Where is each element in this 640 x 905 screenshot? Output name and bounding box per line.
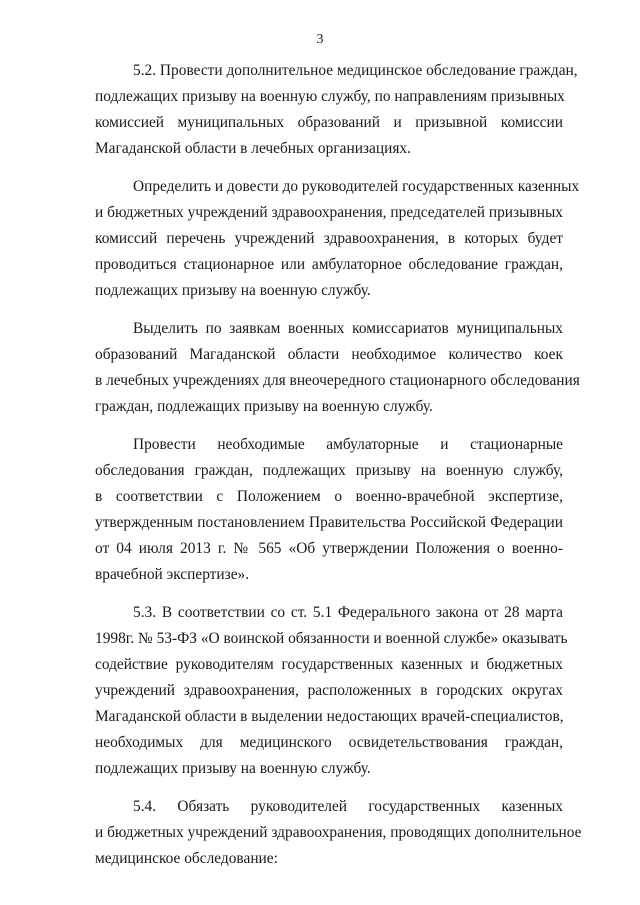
page-number: 3 — [316, 32, 324, 47]
text-line: содействие руководителям государственных казенных и бюджетных — [95, 656, 563, 673]
text-line: подлежащих призыву на военную службу, по направлениям призывных — [95, 88, 565, 105]
text-line: образований Магаданской области необходимое количество коек — [95, 346, 563, 363]
text-line: в лечебных учреждениях для внеочередного стационарного обследования — [95, 372, 580, 389]
text-line: граждан, подлежащих призыву на военную службу. — [95, 398, 433, 415]
text-line: 5.4. Обязать руководителей государственных казенных — [133, 798, 563, 815]
text-line: Провести необходимые амбулаторные и стационарные — [133, 436, 563, 453]
text-line: проводиться стационарное или амбулаторное обследование граждан, — [95, 256, 563, 273]
text-line: подлежащих призыву на военную службу. — [95, 282, 371, 299]
text-line: обследования граждан, подлежащих призыву на военную службу, — [95, 462, 563, 479]
paragraph-5-4 — [95, 794, 582, 872]
text-line: комиссий перечень учреждений здравоохранения, в которых будет — [95, 230, 563, 247]
text-line: от 04 июля 2013 г. № 565 «Об утверждении Положения о военно- — [95, 540, 563, 557]
text-line: 1998г. № 53-ФЗ «О воинской обязанности и военной службе» оказывать — [95, 630, 568, 647]
text-line: необходимых для медицинского освидетельствования граждан, — [95, 734, 563, 751]
text-line: учреждений здравоохранения, расположенных в городских округах — [95, 682, 563, 699]
text-line: медицинское обследование: — [95, 850, 278, 867]
text-line: утвержденным постановлением Правительства Российской Федерации — [95, 514, 563, 531]
text-line: Определить и довести до руководителей государственных казенных — [133, 178, 580, 195]
paragraph-allocate-beds — [95, 316, 580, 420]
text-line: Магаданской области в выделении недостающих врачей-специалистов, — [95, 708, 564, 725]
text-line: комиссией муниципальных образований и призывной комиссии — [95, 114, 563, 131]
text-line: 5.2. Провести дополнительное медицинское обследование граждан, — [133, 62, 578, 79]
text-line: Магаданской области в лечебных организациях. — [95, 140, 411, 157]
paragraph-5-2 — [95, 58, 578, 162]
text-line: подлежащих призыву на военную службу. — [95, 760, 371, 777]
text-line: и бюджетных учреждений здравоохранения, проводящих дополнительное — [95, 824, 582, 841]
paragraph-conduct-examinations — [95, 432, 563, 588]
paragraph-define-institutions — [95, 174, 580, 304]
paragraph-5-3 — [95, 600, 568, 782]
text-line: и бюджетных учреждений здравоохранения, председателей призывных — [95, 204, 563, 221]
text-line: 5.3. В соответствии со ст. 5.1 Федерального закона от 28 марта — [133, 604, 563, 621]
text-line: врачебной экспертизе». — [95, 566, 250, 583]
document-body — [95, 58, 582, 884]
text-line: Выделить по заявкам военных комиссариатов муниципальных — [133, 320, 563, 337]
text-line: в соответствии с Положением о военно-врачебной экспертизе, — [95, 488, 563, 505]
